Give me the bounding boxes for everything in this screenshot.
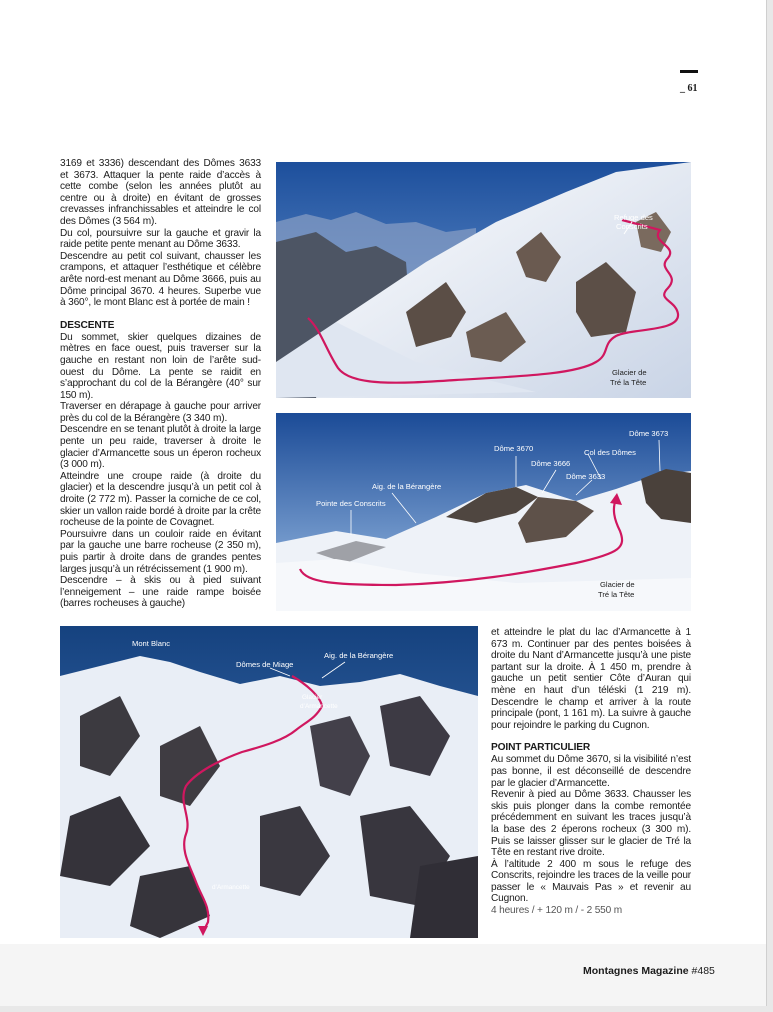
section-heading-descente: DESCENTE [60,319,115,331]
label-dome-3666: Dôme 3666 [531,459,571,468]
paragraph: Du sommet, skier quelques dizaines de mètres en face ouest, puis traverser sur la gauche en restant non loin de l’arête sud-ouest du Dôme. La pente se raidit en s’approchant du col de la Bérangère (40° sur 150 m). [60,331,261,401]
photo-refuge-conscrits [276,162,691,398]
section-heading-point-particulier: POINT PARTICULIER [491,742,591,754]
label-dome-3673: Dôme 3673 [629,429,669,438]
label-domes-miage: Dômes de Miage [236,660,294,669]
footer-magazine-name: Montagnes Magazine [583,965,689,977]
right-text-column [491,627,691,917]
left-text-column [60,158,261,610]
paragraph: 3169 et 3336) descendant des Dômes 3633 et 3673. Attaquer la pente raide d’accès à cette combe (selon les années plutôt au centre ou à droite) en évitant de grosses crevasses infranchissables et atteindre le col des Dômes (3 564 m). [60,158,261,227]
label-glacier-1: Glacier [302,694,323,701]
label-glacier-2: d’Armancette [300,703,338,710]
paragraph: Au sommet du Dôme 3670, si la visibilité n’est pas bonne, il est déconseillé de descendre par le glacier d’Armancette. [491,754,691,789]
label-mont-blanc: Mont Blanc [132,639,170,648]
paragraph: Atteindre une croupe raide (à droite du glacier) et la descendre jusqu’à un petit col à droite (2 772 m). Passer la corniche de ce col, skier un vallon raide bordé à droite par la crête rocheuse de la pointe de Covagnet. [60,470,261,529]
top-white-band [0,0,773,136]
page-edge-bottom [0,1006,773,1012]
label-dome-3633: Dôme 3633 [566,472,606,481]
photo-domes-route [276,413,691,611]
label-refuge-1: Refuge des [614,213,653,222]
label-lac-armancette: d’Armancette [212,884,250,891]
paragraph: et atteindre le plat du lac d’Armancette à 1 673 m. Continuer par des pentes boisées à droite du Nant d’Armancette jusqu’à une piste partant sur la droite. À 1 450 m, prendre à gauche un petit sentier Côte d’Auran qui mène en haut d’un téléski (1 219 m). Descendre le champ et arriver à la route principale (pont, 1 161 m). La suivre à gauche pour rejoindre le parking du Cugnon. [491,627,691,731]
label-pointe-conscrits: Pointe des Conscrits [316,499,386,508]
paragraph: Revenir à pied au Dôme 3633. Chausser les skis puis plonger dans la combe remontée précédemment en suivant les traces jusqu’à la base des 2 éperons rocheux (3 300 m). Puis se laisser glisser sur le glacier de Tré la Tête en restant rive droite. [491,789,691,859]
label-glacier-2: Tré la Tête [610,378,647,387]
route-stats: 4 heures / + 120 m / - 2 550 m [491,905,622,917]
paragraph: Descendre au petit col suivant, chausser les crampons, et attaquer l’esthétique et célèbre arête nord-est menant au Dôme 3666, puis au Dôme principal 3670. 4 heures. Superbe vue à 360°, le mont Blanc est à portée de main ! [60,250,261,309]
paragraph: Traverser en dérapage à gauche pour arriver près du col de la Bérangère (3 340 m). [60,401,261,424]
label-glacier-1: Glacier de [612,368,647,377]
page-footer [583,965,715,977]
page-edge-right [766,0,773,1012]
label-dome-3670: Dôme 3670 [494,444,534,453]
paragraph: Descendre en se tenant plutôt à droite la large pente un peu raide, traverser à droite le glacier d’Armancette sous un éperon rocheux (3 000 m). [60,424,261,471]
paragraph: Descendre – à skis ou à pied suivant l’enneigement – une raide rampe boisée (barres rocheuses à gauche) [60,575,261,610]
label-glacier-1: Glacier de [600,580,635,589]
photo-armancette-descent [60,626,478,938]
paragraph: Poursuivre dans un couloir raide en évitant par la gauche une barre rocheuse (2 350 m), puis partir à droite dans de grandes pentes larges jusqu’à un rétrécissement (1 900 m). [60,528,261,575]
label-refuge-2: Conscrits [616,222,648,231]
folio-rule [680,70,698,73]
label-aig-berangere: Aig. de la Bérangère [372,482,442,491]
label-col-des-domes: Col des Dômes [584,448,636,457]
paragraph: Du col, poursuivre sur la gauche et gravir la raide petite pente menant au Dôme 3633. [60,227,261,251]
footer-issue: #485 [691,965,715,977]
label-aig-berangere: Aig. de la Bérangère [324,651,394,660]
label-glacier-2: Tré la Tête [598,590,635,599]
page-number: _ 61 [680,83,698,94]
paragraph: À l’altitude 2 400 m sous le refuge des Conscrits, rejoindre les traces de la veille pour passer le « Mauvais Pas » et revenir au Cugnon. [491,858,691,905]
